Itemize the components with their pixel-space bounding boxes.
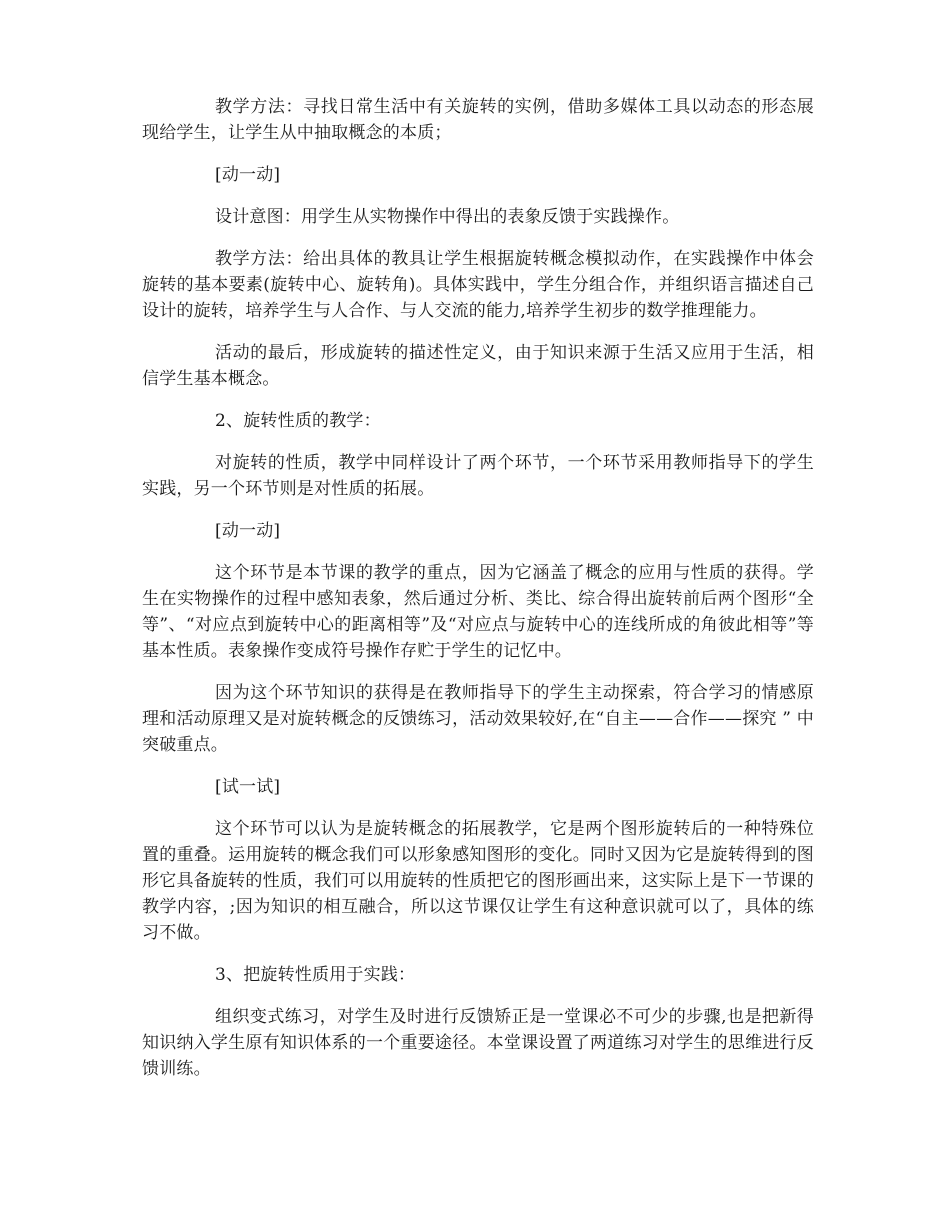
paragraph-teaching-method-1: 教学方法：寻找日常生活中有关旋转的实例，借助多媒体工具以动态的形态展现给学生，让学生从中抽取概念的本质； [142,97,814,143]
paragraph-design-intent: 设计意图：用学生从实物操作中得出的表象反馈于实践操作。 [215,207,680,227]
paragraph-practice: 组织变式练习，对学生及时进行反馈矫正是一堂课必不可少的步骤,也是把新得知识纳入学生原有知识体系的一个重要途径。本堂课设置了两道练习对学生的思维进行反馈训练。 [142,1007,814,1079]
heading-apply-properties: 3、把旋转性质用于实践： [215,965,416,985]
section-label-dong-yi-dong-1: [动一动] [215,165,281,185]
paragraph-extension: 这个环节可以认为是旋转概念的拓展教学，它是两个图形旋转后的一种特殊位置的重叠。运用旋转的概念我们可以形象感知图形的变化。同时又因为它是旋转得到的图形它具备旋转的性质，我们可以用旋转的性质把它的图形画出来，这实际上是下一节课的教学内容，;因为知识的相互融合，所以这节课仅让学生有这种意识就可以了，具体的练习不做。 [142,819,814,943]
heading-rotation-properties: 2、旋转性质的教学： [215,411,381,431]
paragraph-teaching-method-2: 教学方法：给出具体的教具让学生根据旋转概念模拟动作，在实践操作中体会旋转的基本要素(旋转中心、旋转角)。具体实践中，学生分组合作，并组织语言描述自己设计的旋转，培养学生与人合作、与人交流的能力,培养学生初步的数学推理能力。 [142,249,814,321]
paragraph-key-point: 这个环节是本节课的教学的重点，因为它涵盖了概念的应用与性质的获得。学生在实物操作的过程中感知表象，然后通过分析、类比、综合得出旋转前后两个图形“全等”、“对应点到旋转中心的距离相等”及“对应点与旋转中心的连线所成的角彼此相等”等基本性质。表象操作变成符号操作存贮于学生的记忆中。 [142,563,814,661]
document-page [142,94,814,1098]
section-label-dong-yi-dong-2: [动一动] [215,521,281,541]
section-label-shi-yi-shi: [试一试] [215,777,281,797]
paragraph-properties-intro: 对旋转的性质，教学中同样设计了两个环节，一个环节采用教师指导下的学生实践，另一个环节则是对性质的拓展。 [142,453,814,499]
paragraph-activity-conclusion: 活动的最后，形成旋转的描述性定义，由于知识来源于生活又应用于生活，相信学生基本概念。 [142,343,814,389]
paragraph-exploration: 因为这个环节知识的获得是在教师指导下的学生主动探索，符合学习的情感原理和活动原理又是对旋转概念的反馈练习，活动效果较好,在“自主——合作——探究 ” 中突破重点。 [142,683,814,755]
